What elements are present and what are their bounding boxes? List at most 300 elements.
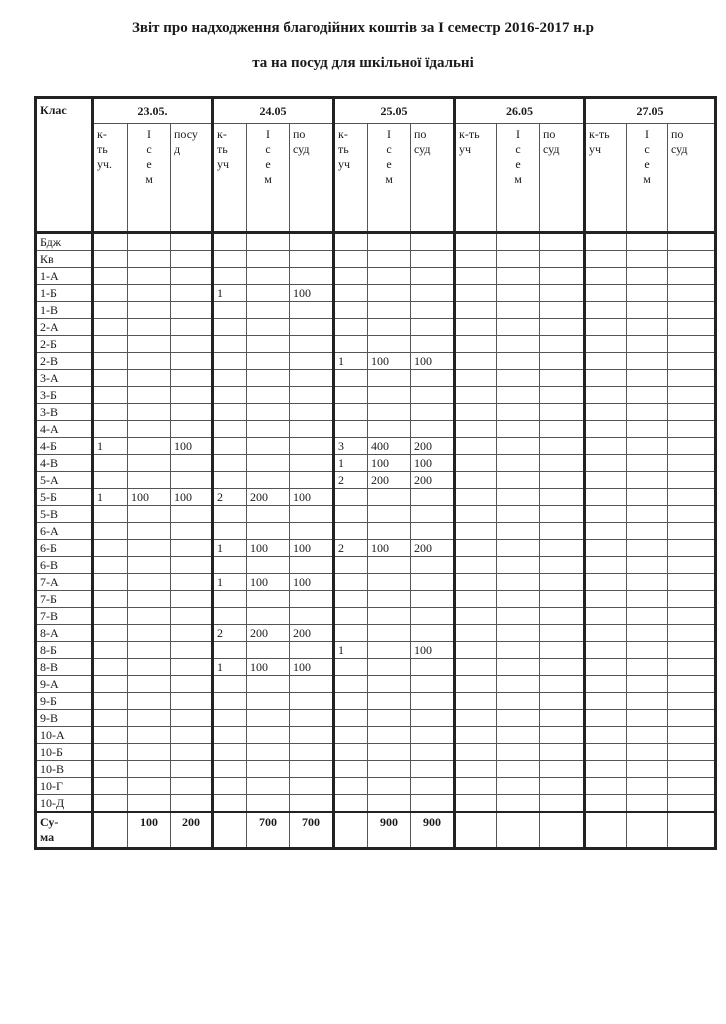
value-cell <box>247 795 290 813</box>
value-cell: 200 <box>411 472 455 489</box>
value-cell <box>171 557 213 574</box>
value-cell <box>585 523 627 540</box>
value-cell <box>668 574 716 591</box>
value-cell <box>668 591 716 608</box>
value-cell: 100 <box>290 489 334 506</box>
sum-cell: 200 <box>171 812 213 849</box>
value-cell: 200 <box>411 540 455 557</box>
class-name-cell: 3-Б <box>36 387 93 404</box>
value-cell <box>247 319 290 336</box>
value-cell <box>128 540 171 557</box>
value-cell <box>585 727 627 744</box>
value-cell <box>171 319 213 336</box>
value-cell <box>627 489 668 506</box>
sum-cell <box>334 812 368 849</box>
value-cell <box>540 370 585 387</box>
value-cell <box>497 421 540 438</box>
value-cell <box>585 574 627 591</box>
value-cell <box>171 693 213 710</box>
value-cell <box>213 233 247 251</box>
semester-header: І с е м <box>247 124 290 233</box>
sum-cell <box>585 812 627 849</box>
value-cell <box>334 489 368 506</box>
value-cell <box>247 472 290 489</box>
class-name-cell: 3-А <box>36 370 93 387</box>
value-cell <box>411 625 455 642</box>
value-cell <box>290 557 334 574</box>
value-cell <box>668 489 716 506</box>
value-cell <box>540 523 585 540</box>
value-cell <box>247 676 290 693</box>
value-cell: 200 <box>247 489 290 506</box>
value-cell <box>585 251 627 268</box>
value-cell <box>411 233 455 251</box>
value-cell <box>93 778 128 795</box>
value-cell <box>213 591 247 608</box>
value-cell <box>540 302 585 319</box>
value-cell <box>585 285 627 302</box>
value-cell <box>497 370 540 387</box>
value-cell <box>627 438 668 455</box>
value-cell: 1 <box>213 285 247 302</box>
value-cell <box>627 574 668 591</box>
value-cell <box>585 233 627 251</box>
table-row <box>36 625 716 642</box>
value-cell <box>334 506 368 523</box>
table-row <box>36 438 716 455</box>
value-cell <box>411 744 455 761</box>
value-cell <box>171 761 213 778</box>
value-cell <box>93 455 128 472</box>
value-cell <box>455 489 497 506</box>
value-cell: 200 <box>290 625 334 642</box>
value-cell <box>171 540 213 557</box>
value-cell <box>497 778 540 795</box>
value-cell <box>290 233 334 251</box>
value-cell <box>455 676 497 693</box>
value-cell <box>411 404 455 421</box>
value-cell <box>93 421 128 438</box>
value-cell: 100 <box>368 540 411 557</box>
value-cell <box>334 676 368 693</box>
value-cell <box>455 387 497 404</box>
value-cell: 100 <box>171 489 213 506</box>
table-row <box>36 353 716 370</box>
value-cell <box>497 233 540 251</box>
value-cell <box>411 370 455 387</box>
value-cell <box>668 625 716 642</box>
value-cell <box>455 472 497 489</box>
class-name-cell: 10-А <box>36 727 93 744</box>
value-cell <box>455 251 497 268</box>
value-cell: 2 <box>213 625 247 642</box>
value-cell <box>540 404 585 421</box>
value-cell <box>497 472 540 489</box>
value-cell <box>171 778 213 795</box>
value-cell <box>455 795 497 813</box>
value-cell <box>411 268 455 285</box>
value-cell <box>497 744 540 761</box>
value-cell <box>540 540 585 557</box>
value-cell <box>213 336 247 353</box>
value-cell <box>290 302 334 319</box>
class-name-cell: 2-Б <box>36 336 93 353</box>
value-cell <box>585 353 627 370</box>
table-row <box>36 744 716 761</box>
value-cell <box>171 642 213 659</box>
value-cell <box>585 489 627 506</box>
value-cell <box>290 251 334 268</box>
value-cell <box>585 302 627 319</box>
value-cell <box>290 387 334 404</box>
class-name-cell: 5-Б <box>36 489 93 506</box>
value-cell <box>93 693 128 710</box>
value-cell <box>455 421 497 438</box>
class-name-cell: 5-А <box>36 472 93 489</box>
count-students-header: к-ть уч <box>585 124 627 233</box>
value-cell <box>668 387 716 404</box>
value-cell <box>668 523 716 540</box>
value-cell <box>93 625 128 642</box>
value-cell <box>668 642 716 659</box>
value-cell <box>668 302 716 319</box>
value-cell <box>334 574 368 591</box>
class-name-cell: 8-В <box>36 659 93 676</box>
table-row <box>36 455 716 472</box>
value-cell <box>213 506 247 523</box>
value-cell <box>368 233 411 251</box>
sum-cell: 900 <box>411 812 455 849</box>
value-cell <box>171 506 213 523</box>
value-cell <box>540 421 585 438</box>
value-cell: 2 <box>334 540 368 557</box>
value-cell <box>455 574 497 591</box>
class-name-cell: 9-В <box>36 710 93 727</box>
sum-cell <box>213 812 247 849</box>
value-cell <box>668 336 716 353</box>
value-cell <box>334 591 368 608</box>
class-name-cell: Бдж <box>36 233 93 251</box>
date-header: 25.05 <box>334 98 455 124</box>
value-cell <box>368 387 411 404</box>
value-cell <box>93 659 128 676</box>
value-cell <box>171 574 213 591</box>
value-cell <box>455 404 497 421</box>
value-cell <box>540 387 585 404</box>
value-cell <box>455 285 497 302</box>
value-cell <box>411 336 455 353</box>
value-cell: 1 <box>334 642 368 659</box>
table-row <box>36 659 716 676</box>
value-cell <box>368 727 411 744</box>
table-row <box>36 404 716 421</box>
class-name-cell: 5-В <box>36 506 93 523</box>
value-cell <box>497 387 540 404</box>
value-cell <box>213 693 247 710</box>
class-name-cell: 7-А <box>36 574 93 591</box>
value-cell <box>368 642 411 659</box>
value-cell <box>128 608 171 625</box>
value-cell <box>585 421 627 438</box>
value-cell <box>334 761 368 778</box>
value-cell <box>247 268 290 285</box>
value-cell <box>171 455 213 472</box>
value-cell <box>247 353 290 370</box>
value-cell <box>213 710 247 727</box>
value-cell <box>171 795 213 813</box>
value-cell <box>247 506 290 523</box>
value-cell <box>368 336 411 353</box>
value-cell <box>93 336 128 353</box>
table-row <box>36 557 716 574</box>
value-cell <box>585 761 627 778</box>
class-name-cell: 10-Д <box>36 795 93 813</box>
class-name-cell: 10-Б <box>36 744 93 761</box>
value-cell <box>540 795 585 813</box>
value-cell <box>247 438 290 455</box>
value-cell <box>368 676 411 693</box>
value-cell <box>368 370 411 387</box>
dishes-header: по суд <box>290 124 334 233</box>
value-cell <box>93 233 128 251</box>
value-cell <box>455 506 497 523</box>
value-cell <box>540 710 585 727</box>
value-cell <box>368 608 411 625</box>
value-cell <box>497 251 540 268</box>
value-cell <box>627 642 668 659</box>
table-row <box>36 591 716 608</box>
value-cell <box>128 506 171 523</box>
value-cell <box>213 608 247 625</box>
value-cell <box>334 710 368 727</box>
value-cell <box>497 625 540 642</box>
value-cell <box>368 489 411 506</box>
value-cell <box>368 574 411 591</box>
sum-cell <box>497 812 540 849</box>
value-cell <box>368 557 411 574</box>
value-cell <box>455 438 497 455</box>
class-name-cell: 8-А <box>36 625 93 642</box>
value-cell <box>213 557 247 574</box>
value-cell <box>334 523 368 540</box>
value-cell <box>171 353 213 370</box>
value-cell <box>128 251 171 268</box>
value-cell <box>247 336 290 353</box>
value-cell <box>171 472 213 489</box>
value-cell <box>627 370 668 387</box>
class-name-cell: 3-В <box>36 404 93 421</box>
value-cell <box>128 625 171 642</box>
value-cell: 1 <box>213 574 247 591</box>
value-cell <box>213 676 247 693</box>
value-cell <box>497 591 540 608</box>
value-cell <box>540 319 585 336</box>
value-cell <box>171 625 213 642</box>
class-name-cell: 7-Б <box>36 591 93 608</box>
value-cell <box>290 727 334 744</box>
value-cell <box>668 353 716 370</box>
value-cell <box>213 251 247 268</box>
table-row <box>36 693 716 710</box>
value-cell <box>455 540 497 557</box>
value-cell: 100 <box>247 574 290 591</box>
sum-cell: 900 <box>368 812 411 849</box>
value-cell <box>128 370 171 387</box>
value-cell <box>585 557 627 574</box>
value-cell <box>455 727 497 744</box>
value-cell <box>411 387 455 404</box>
table-row <box>36 642 716 659</box>
value-cell <box>290 455 334 472</box>
value-cell: 1 <box>213 659 247 676</box>
value-cell <box>128 268 171 285</box>
value-cell <box>497 608 540 625</box>
value-cell <box>627 761 668 778</box>
value-cell <box>411 710 455 727</box>
sum-cell: 700 <box>290 812 334 849</box>
value-cell <box>540 506 585 523</box>
value-cell <box>668 438 716 455</box>
value-cell <box>585 676 627 693</box>
report-title: Звіт про надходження благодійних коштів за І семестр 2016-2017 н.р <box>131 20 595 36</box>
value-cell <box>171 336 213 353</box>
value-cell <box>540 625 585 642</box>
value-cell <box>334 557 368 574</box>
value-cell: 1 <box>93 489 128 506</box>
value-cell <box>455 659 497 676</box>
value-cell <box>411 319 455 336</box>
value-cell <box>497 727 540 744</box>
value-cell <box>627 676 668 693</box>
value-cell <box>290 268 334 285</box>
value-cell <box>128 438 171 455</box>
value-cell <box>455 608 497 625</box>
value-cell <box>368 319 411 336</box>
value-cell <box>128 659 171 676</box>
class-name-cell: 10-В <box>36 761 93 778</box>
value-cell <box>627 285 668 302</box>
value-cell <box>411 676 455 693</box>
table-row <box>36 795 716 813</box>
value-cell <box>247 455 290 472</box>
value-cell <box>213 353 247 370</box>
value-cell <box>455 642 497 659</box>
table-row <box>36 710 716 727</box>
value-cell <box>497 506 540 523</box>
value-cell <box>128 710 171 727</box>
value-cell <box>497 268 540 285</box>
value-cell <box>540 268 585 285</box>
value-cell <box>497 319 540 336</box>
value-cell <box>334 693 368 710</box>
value-cell <box>411 727 455 744</box>
value-cell <box>171 285 213 302</box>
value-cell <box>368 795 411 813</box>
value-cell: 100 <box>368 455 411 472</box>
value-cell <box>368 302 411 319</box>
value-cell <box>368 251 411 268</box>
value-cell <box>627 353 668 370</box>
table-row <box>36 761 716 778</box>
value-cell <box>455 761 497 778</box>
value-cell <box>540 761 585 778</box>
value-cell <box>585 387 627 404</box>
value-cell <box>585 540 627 557</box>
value-cell <box>368 591 411 608</box>
value-cell <box>128 642 171 659</box>
value-cell <box>290 370 334 387</box>
value-cell <box>171 370 213 387</box>
value-cell: 1 <box>213 540 247 557</box>
class-name-cell: 8-Б <box>36 642 93 659</box>
value-cell <box>334 302 368 319</box>
table-row <box>36 268 716 285</box>
value-cell <box>627 421 668 438</box>
value-cell <box>627 710 668 727</box>
value-cell <box>368 761 411 778</box>
class-name-cell: 2-А <box>36 319 93 336</box>
value-cell <box>668 404 716 421</box>
value-cell <box>627 625 668 642</box>
value-cell <box>540 336 585 353</box>
table-row <box>36 540 716 557</box>
value-cell <box>171 404 213 421</box>
value-cell <box>334 421 368 438</box>
value-cell <box>334 778 368 795</box>
value-cell <box>668 251 716 268</box>
value-cell <box>627 795 668 813</box>
value-cell <box>93 591 128 608</box>
value-cell <box>540 574 585 591</box>
class-name-cell: 4-Б <box>36 438 93 455</box>
value-cell <box>540 455 585 472</box>
value-cell <box>213 727 247 744</box>
value-cell <box>668 710 716 727</box>
value-cell <box>247 233 290 251</box>
value-cell <box>455 233 497 251</box>
value-cell <box>411 557 455 574</box>
value-cell <box>497 353 540 370</box>
value-cell <box>668 506 716 523</box>
sum-cell: 100 <box>128 812 171 849</box>
value-cell <box>455 710 497 727</box>
value-cell <box>213 523 247 540</box>
class-name-cell: 4-В <box>36 455 93 472</box>
value-cell <box>290 795 334 813</box>
value-cell <box>213 438 247 455</box>
value-cell <box>585 642 627 659</box>
value-cell <box>455 557 497 574</box>
value-cell <box>497 676 540 693</box>
value-cell <box>247 302 290 319</box>
value-cell <box>247 642 290 659</box>
class-name-cell: 6-Б <box>36 540 93 557</box>
class-name-cell: 1-В <box>36 302 93 319</box>
class-name-cell: 4-А <box>36 421 93 438</box>
value-cell <box>411 693 455 710</box>
date-header: 24.05 <box>213 98 334 124</box>
sum-cell <box>668 812 716 849</box>
value-cell <box>585 472 627 489</box>
value-cell <box>128 285 171 302</box>
value-cell <box>334 744 368 761</box>
count-students-header: к- ть уч <box>334 124 368 233</box>
value-cell <box>411 591 455 608</box>
value-cell <box>497 557 540 574</box>
value-cell <box>93 370 128 387</box>
value-cell <box>213 761 247 778</box>
value-cell <box>668 659 716 676</box>
